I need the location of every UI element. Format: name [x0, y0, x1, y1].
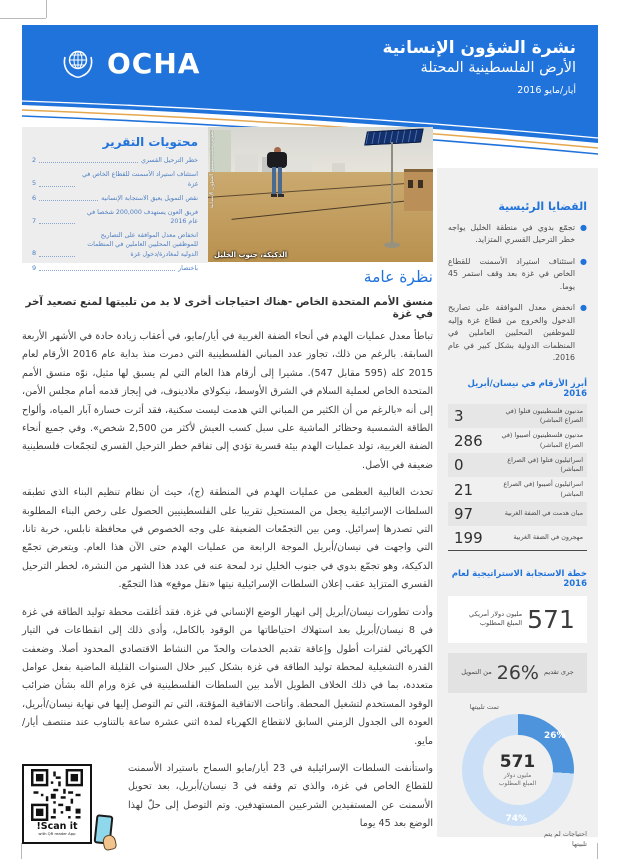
bulletin-date: أيار/مايو 2016	[517, 85, 576, 97]
donut-center-sub2: المبلغ المطلوب	[498, 780, 537, 787]
toc-title: محتويات التقرير	[102, 135, 198, 149]
figures-title: أبرز الأرقام في نيسان/أبريل 2016	[467, 378, 587, 399]
bullet-icon: ●	[580, 303, 587, 313]
donut-met-label: تمت تلبيتها	[469, 702, 499, 711]
funded-suffix: من التمويل	[461, 667, 492, 676]
paragraph: واستأنفت السلطات الإسرائيلية في 23 أيار/مايو السماح باستيراد الأسمنت للقطاع الخاص في غزة، والذي تم وقفه في 3 نيسان/أبريل، بعد تحويل الأسمنت عن المستفيدين الشرعيين المستهدفين. وتم التوصل إلى حلّ لهذا الوضع بعد 45 يوما	[128, 762, 433, 830]
person-leg	[272, 167, 276, 195]
qr-scan-label: Scan it!	[36, 820, 78, 832]
figure-row: مدنيون فلسطينيون قتلوا (في الصراع المباشر) 3	[448, 404, 587, 429]
panel-pole	[391, 142, 393, 245]
toc-item[interactable]: استئناف استيراد الأسمنت للقطاع الخاص في غزة 5	[32, 171, 198, 188]
person-torso	[267, 152, 287, 168]
paragraph: وأدت تطورات نيسان/أبريل إلى انهيار الوضع الإنساني في غزة. فقد أغلقت محطة توليد الطاقة في غزة في 8 نيسان/أبريل بعد استهلاك احتياطاتها من الوقود بالكامل، وأدى ذلك إلى انقطاعات في التيار الكهربائي لفترات أطول وإعاقة تقديم الخدمات والحدّ من النشاط الاقتصادي المحدود أصلا. وضعفت القدرة التشغيلية لمحطة توليد الطاقة في غزة بشكل كبير خلال السنوات القليلة الماضية بفعل عوامل متعددة، بما في ذلك الخلاف الطويل الأمد بين السلطات الفلسطينية في غزة ورام الله بشأن ضرائب الوقود المستخدم لتشغيل المحطة. وأتاحت الاتفاقية المؤقتة، التي تم التوصل إليها في نهاية نيسان/أبريل، العودة الى الجدول الزمني السابق لانقطاع الكهرباء لمدة اثني عشرة ساعة بالتناوب عند منتصف أيار/مايو.	[22, 606, 433, 747]
key-issue-item: ● استئناف استيراد الأسمنت للقطاع الخاص في غزة بعد وقف استمر 45 يوما.	[448, 256, 587, 293]
overview-heading: نظرة عامة	[363, 268, 433, 286]
donut-center-sub1: مليون دولار	[503, 772, 532, 779]
photo-building	[404, 169, 433, 211]
dotted-leader	[39, 162, 138, 163]
hand-icon	[102, 834, 118, 851]
building-window	[418, 180, 423, 188]
person-leg	[278, 167, 282, 195]
photo-credit: تصوير: مكتب تنسيق الشؤون الإنسانية	[209, 130, 215, 209]
paragraph: تحدث الغالبية العظمى من عمليات الهدم في المنطقة (ج)، حيث أن نظام تنظيم البناء الذي تطبقه السلطات الإسرائيلية يجعل من المستحيل تقريبا على الفلسطينيين الحصول على رخص البناء المطلوبة التي تصدرها إسرائيل. ومن بين التجمّعات الضعيفة على وجه الخصوص في محافظة نابلس، خربة تانا، التي واجهت في نيسان/أبريل الموجة الرابعة من عمليات الهدم حتى الآن هذا العام. ويتعرض تجمّع الدكيكة، وهو تجمّع بدوي في جنوب الخليل ترد لمحة عنه في عدد هذا الشهر من النشرة، لخطر الترحيل القسري المتزايد عقب إعلان السلطات الإسرائيلية نيتها «نقل موقع» هذا التجمّع.	[22, 487, 433, 591]
key-issue-item: ● انخفض معدل الموافقة على تصاريح الدخول والخروج من قطاع غزة وإليه للموظفين المحليين العاملين في المنظمات الدولية بشكل كبير في عام 2016.	[448, 302, 587, 364]
figures-table	[448, 404, 587, 551]
panel-base	[384, 242, 400, 248]
toc-item[interactable]: فريق العون يستهدف 200,000 شخصا في عام 2016 7	[32, 209, 198, 226]
funding-title: خطة الاستجابة الاستراتيجية لعام 2016	[451, 568, 587, 589]
masthead	[382, 38, 576, 96]
bulletin-subtitle: الأرض الفلسطينية المحتلة	[420, 60, 576, 77]
photo-shed	[235, 154, 258, 173]
building-window	[408, 180, 413, 188]
figure-row: اسرائيليون قتلوا (في الصراع المباشر) 0	[448, 453, 587, 478]
bulletin-title: نشرة الشؤون الإنسانية	[382, 38, 576, 58]
crop-mark-top-left-v	[46, 0, 47, 18]
funding-received-box	[448, 653, 587, 693]
funding-requested-box	[448, 596, 587, 643]
key-issue-item: ● تجمّع بدوي في منطقة الخليل يواجه خطر الترحيل القسري المتزايد.	[448, 222, 587, 247]
requested-label: مليون دولار أمريكي المبلغ المطلوب	[468, 609, 523, 628]
ocha-logo	[58, 43, 200, 83]
dotted-leader	[39, 186, 75, 187]
donut-unmet-label: احتياجات لم يتم تلبيتها	[544, 829, 587, 848]
logo-wordmark: OCHA	[107, 46, 201, 80]
figure-row: مدنيون فلسطينيون أصيبوا (في الصراع المباشر) 286	[454, 431, 583, 450]
main-content	[22, 268, 433, 846]
bullet-icon: ●	[580, 223, 587, 232]
paragraph-with-qr	[22, 760, 433, 837]
requested-amount: 571	[527, 604, 575, 634]
key-issues-title: القضايا الرئيسية	[498, 200, 587, 213]
funded-percent: 26%	[496, 661, 539, 684]
donut-unmet-percent: 74%	[505, 813, 528, 824]
figure-row: مبان هدمت في الضفة الغربية 97	[448, 502, 587, 526]
funded-prefix: جرى تقديم	[543, 667, 574, 676]
crop-mark-bottom-right	[597, 843, 598, 859]
table-of-contents	[22, 127, 208, 273]
bullet-icon: ●	[580, 256, 587, 266]
figure-row: اسرائيليون أصيبوا (في الصراع المباشر) 21	[454, 480, 583, 499]
sidebar	[437, 168, 598, 848]
un-emblem-icon	[58, 43, 98, 83]
donut-met-percent: 26%	[543, 730, 566, 741]
dotted-leader	[39, 256, 75, 257]
donut-center-value: 571	[499, 751, 536, 772]
photo-person	[267, 147, 287, 209]
person-foot	[271, 194, 277, 197]
toc-item[interactable]: انخفاض معدل الموافقة على التصاريح للموظفين المحليين العاملين في المنظمات الدولية لمغادرة/دخول غزة 8	[32, 232, 198, 258]
solar-panel	[364, 128, 424, 144]
qr-code-block	[22, 764, 118, 846]
toc-item[interactable]: نقص التمويل يعيق الاستجابة الإنسانية 6	[32, 193, 198, 202]
qr-sub-label: with QR reader App	[38, 831, 76, 837]
crop-mark-top-left-h	[0, 18, 46, 19]
qr-code-icon	[31, 769, 83, 821]
dotted-leader	[39, 200, 98, 201]
lead-photo	[208, 127, 433, 262]
toc-item[interactable]: باختصار 9	[32, 263, 198, 273]
funding-donut-chart	[462, 714, 574, 826]
photo-caption: الدكيكة، جنوب الخليل	[214, 251, 288, 259]
donut-center	[483, 735, 553, 805]
paragraph: تباطأ معدل عمليات الهدم في أنحاء الضفة الغربية في أيار/مايو، في أعقاب زيادة حادة في الأشهر الأربعة السابقة. بالرغم من ذلك، تجاوز عدد المباني الفلسطينية التي دمرت منذ بداية عام 2016 الأرقام لعام 2015 كله (595 مقابل 547). مشيرا إلى أرقام هذا العام التي لم يسبق لها مثيل، نوّه منسق الأمم المتحدة الخاص لعملية السلام في الشرق الأوسط، نيكولاي ملادينوف، في إيجاز قدمه أمام مجلس الأمن، إلى أنه «بالرغم من أن الكثير من المباني التي هدمت ليست سكنية، فقد أثرت خسارة آبار المياه، وألواح الطاقة الشمسية وحظائر الماشية على سبل كسب العيش لأكثر من 2,500 شخص». وفي جميع أنحاء الضفة الغربية، تولد عمليات الهدم بيئة قسرية تؤدي إلى تفاقم خطر الترحيل القسري لتجمّعات فلسطينية ضعيفة في الأصل.	[22, 331, 433, 471]
toc-item[interactable]: خطر الترحيل القسري 2	[32, 156, 198, 165]
person-foot	[278, 194, 284, 197]
overview-lede: منسق الأمم المتحدة الخاص -هناك احتياجات أخرى لا بد من تلبيتها لمنع تصعيد آخر في غزة	[25, 296, 433, 320]
figure-row: مهجرون في الضفة الغربية 199	[448, 526, 587, 551]
qr-frame	[22, 764, 92, 844]
dotted-leader	[39, 223, 75, 224]
